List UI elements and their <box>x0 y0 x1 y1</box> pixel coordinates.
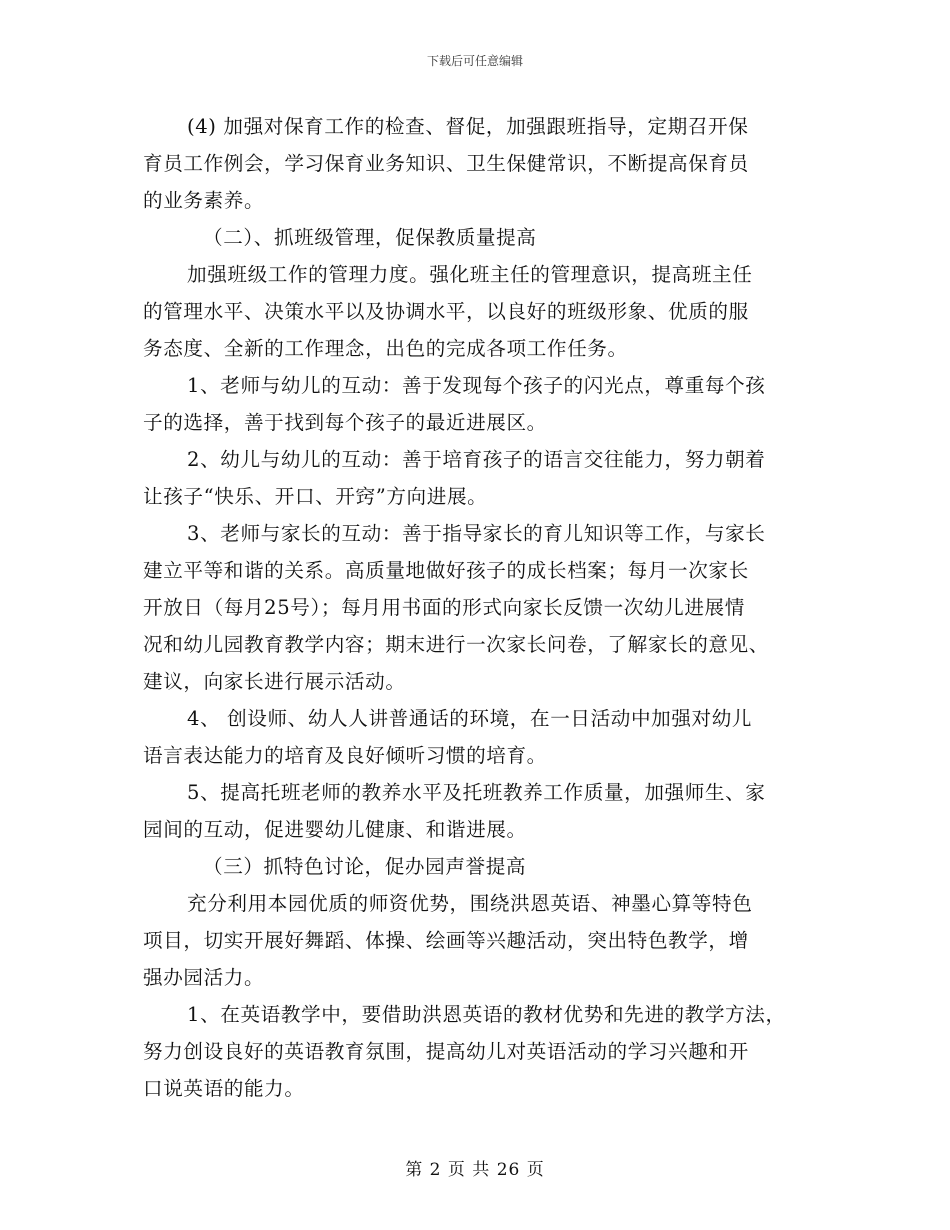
document-body <box>143 108 823 1107</box>
text-line: 育员工作例会，学习保育业务知识、卫生保健常识，不断提高保育员 <box>143 152 749 175</box>
text-line: 建立平等和谐的关系。高质量地做好孩子的成长档案；每月一次家长 <box>143 559 749 582</box>
text-line: 子的选择，善于找到每个孩子的最近进展区。 <box>143 411 547 434</box>
text-line: 的管理水平、决策水平以及协调水平，以良好的班级形象、优质的服 <box>143 300 749 323</box>
text-line: 的业务素养。 <box>143 189 265 212</box>
text-line: 建议，向家长进行展示活动。 <box>143 670 406 693</box>
text-line: 充分利用本园优质的师资优势，围绕洪恩英语、神墨心算等特色 <box>187 892 753 915</box>
text-line: 开放日（每月25号）；每月用书面的形式向家长反馈一次幼儿进展情 <box>143 596 745 619</box>
text-line: 1、老师与幼儿的互动：善于发现每个孩子的闪光点，尊重每个孩 <box>187 374 766 397</box>
text-line: 2、幼儿与幼儿的互动：善于培育孩子的语言交往能力，努力朝着 <box>187 448 766 471</box>
text-line: 园间的互动，促进婴幼儿健康、和谐进展。 <box>143 818 527 841</box>
text-line: 况和幼儿园教育教学内容；期末进行一次家长问卷，了解家长的意见、 <box>143 633 770 656</box>
page-number: 第 2 页 共 26 页 <box>405 1160 545 1180</box>
text-line: 口说英语的能力。 <box>143 1077 305 1100</box>
text-line: 5、提高托班老师的教养水平及托班教养工作质量，加强师生、家 <box>187 781 766 804</box>
text-line: (4) 加强对保育工作的检查、督促，加强跟班指导，定期召开保 <box>187 115 749 138</box>
text-line: （三）抓特色讨论，促办园声誉提高 <box>203 855 527 878</box>
text-line: 加强班级工作的管理力度。强化班主任的管理意识，提高班主任 <box>187 263 753 286</box>
text-line: 1、在英语教学中，要借助洪恩英语的教材优势和先进的教学方法， <box>187 1003 786 1026</box>
text-line: 强办园活力。 <box>143 966 265 989</box>
text-line: 让孩子“快乐、开口、开窍”方向进展。 <box>143 485 488 508</box>
text-line: （二）、抓班级管理，促保教质量提高 <box>203 226 537 249</box>
text-line: 3、老师与家长的互动：善于指导家长的育儿知识等工作，与家长 <box>187 522 766 545</box>
text-line: 项目，切实开展好舞蹈、体操、绘画等兴趣活动，突出特色教学，增 <box>143 929 749 952</box>
page-header: 下载后可任意编辑 <box>426 54 523 68</box>
text-line: 4、 创设师、幼人人讲普通话的环境，在一日活动中加强对幼儿 <box>187 707 753 730</box>
text-line: 努力创设良好的英语教育氛围，提高幼儿对英语活动的学习兴趣和开 <box>143 1040 749 1063</box>
text-line: 语言表达能力的培育及良好倾听习惯的培育。 <box>143 744 547 767</box>
text-line: 务态度、全新的工作理念，出色的完成各项工作任务。 <box>143 337 628 360</box>
